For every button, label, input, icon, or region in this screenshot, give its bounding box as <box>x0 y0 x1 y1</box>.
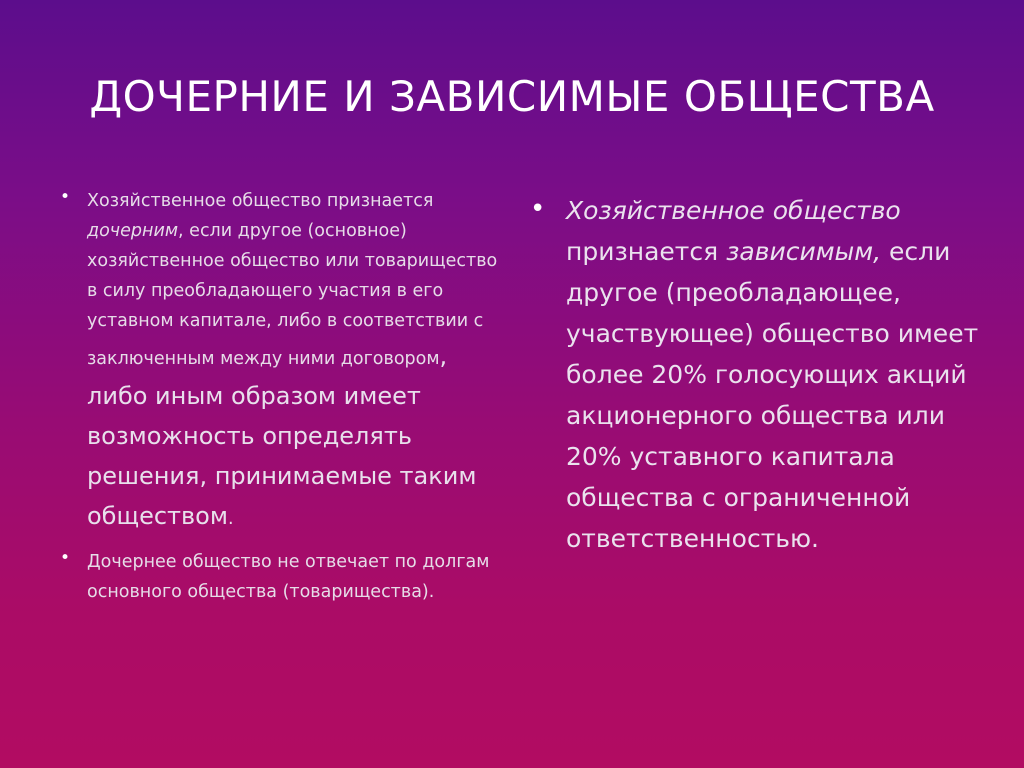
bullet-icon: • <box>530 194 546 224</box>
right-item-text <box>566 196 978 553</box>
right-part4: если другое (преобладающее, участвующее) общество имеет более 20% голосующих акций акционерного общества или 20% уставного капитала общества с ограниченной ответственностью. <box>566 237 979 553</box>
right-italic-term: зависимым, <box>726 237 882 266</box>
left-item2-text: Дочернее общество не отвечает по долгам основного общества (товарищества). <box>87 552 490 602</box>
left-bullet-item-1 <box>60 186 510 536</box>
right-italic-subject: Хозяйственное общество <box>566 196 901 225</box>
left-item1-big-text: , либо иным образом имеет возможность определять решения, принимаемые таким обществом <box>87 342 477 530</box>
right-bullet-item <box>530 190 980 559</box>
right-part2: признается <box>566 237 727 266</box>
left-item1-end: . <box>227 509 234 529</box>
left-item1-part1: Хозяйственное общество признается <box>87 191 434 211</box>
right-column <box>530 190 980 559</box>
bullet-icon: • <box>60 548 71 568</box>
left-column <box>60 186 510 607</box>
bullet-icon: • <box>60 187 71 207</box>
left-item1-italic-term: дочерним <box>87 221 179 241</box>
slide-title: ДОЧЕРНИЕ И ЗАВИСИМЫЕ ОБЩЕСТВА <box>89 72 935 121</box>
left-bullet-item-2 <box>60 547 510 607</box>
left-item1-part3: , если другое (основное) хозяйственное общество или товарищество в силу преобладающего участия в его уставном капитале, либо в соответствии с заключенным между ними договором <box>87 221 498 369</box>
left-item1-text <box>87 191 497 529</box>
